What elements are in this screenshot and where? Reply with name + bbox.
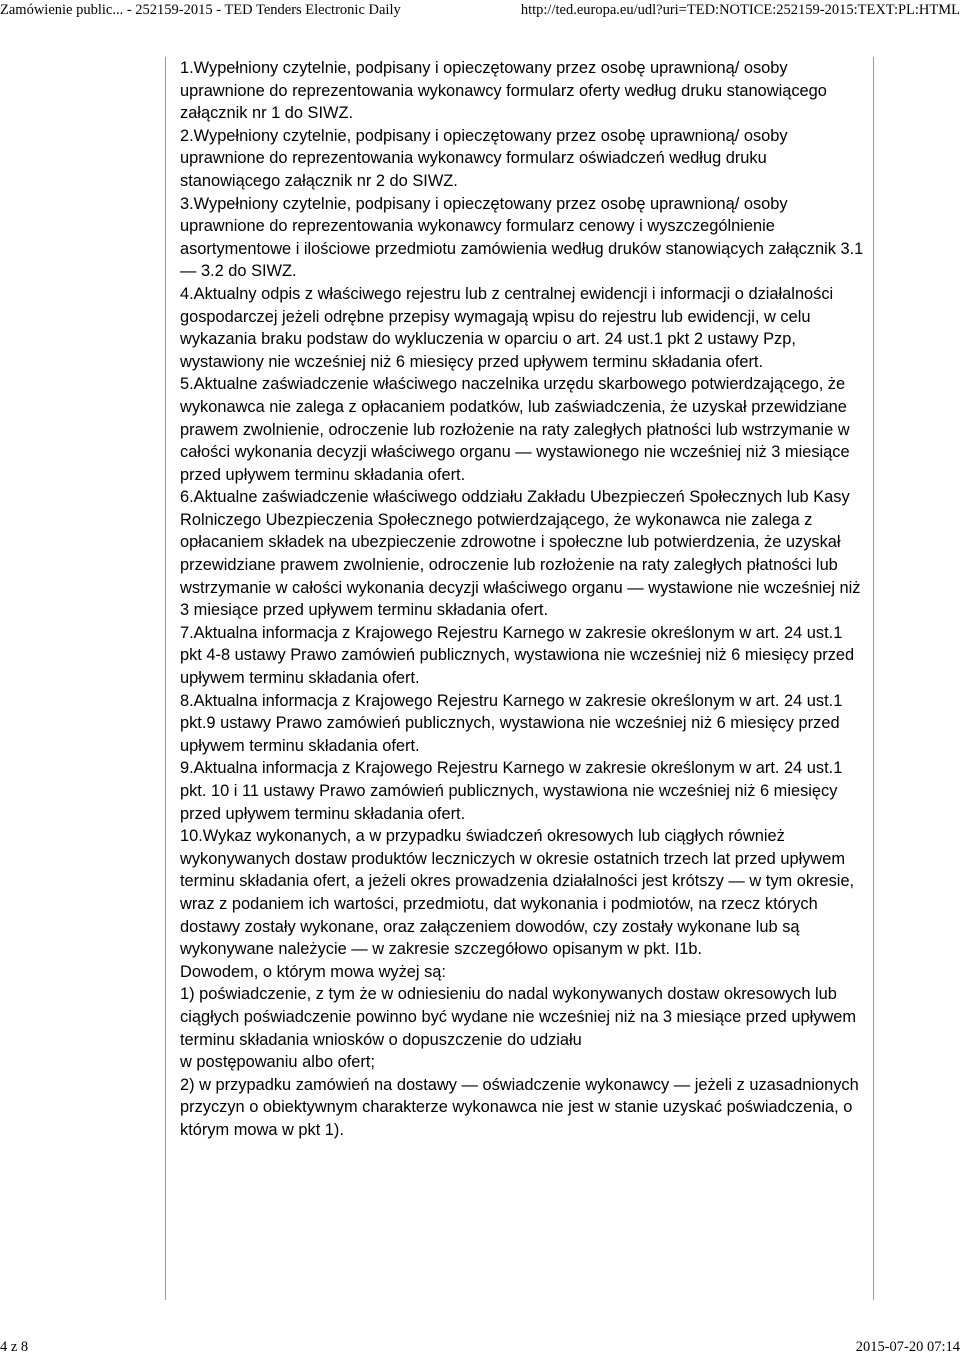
list-item-text: Wypełniony czytelnie, podpisany i opieczętowany przez osobę uprawnioną/ osoby uprawnione do reprezentowania wykonawcy formularz oferty według druku stanowiącego załącznik nr 1 do SIWZ. (180, 59, 827, 123)
list-item-text: Wypełniony czytelnie, podpisany i opieczętowany przez osobę uprawnioną/ osoby uprawnione do reprezentowania wykonawcy formularz cenowy i wyszczególnienie asortymentowe i ilościowe przedmiotu zamówienia według druków stanowiących załącznik 3.1 — 3.2 do SIWZ. (180, 194, 864, 281)
list-item (180, 690, 864, 758)
list-item (180, 757, 864, 825)
list-item-number: 8. (180, 691, 194, 710)
list-item-text: Aktualne zaświadczenie właściwego oddziału Zakładu Ubezpieczeń Społecznych lub Kasy Rolniczego Ubezpieczenia Społecznego potwierdzającego, że wykonawca nie zalega z opłacaniem składek na ubezpieczenie zdrowotne i społeczne lub potwierdzenia, że uzyskał przewidziane prawem zwolnienie, odroczenie lub rozłożenie na raty zaległych płatności lub wstrzymanie w całości wykonania decyzji właściwego organu — wystawione nie wcześniej niż 3 miesiące przed upływem terminu składania ofert. (180, 488, 861, 620)
list-item-text: Aktualna informacja z Krajowego Rejestru Karnego w zakresie określonym w art. 24 ust.1 pkt 4-8 ustawy Prawo zamówień publicznych, wystawiona nie wcześniej niż 6 miesięcy przed upływem terminu składania ofert. (180, 623, 855, 688)
page-title: Zamówienie public... - 252159-2015 - TED Tenders Electronic Daily (0, 2, 401, 18)
list-item (180, 825, 864, 961)
list-item (180, 283, 864, 373)
list-item-text: Wypełniony czytelnie, podpisany i opieczętowany przez osobę uprawnioną/ osoby uprawnione do reprezentowania wykonawcy formularz oświadczeń według druku stanowiącego załącznik nr 2 do SIWZ. (180, 126, 788, 190)
list-item-number: 4. (180, 284, 194, 303)
browser-print-footer (0, 1338, 960, 1357)
list-item (180, 486, 864, 622)
browser-print-header (0, 0, 960, 24)
list-item-text: Wykaz wykonanych, a w przypadku świadczeń okresowych lub ciągłych również wykonywanych dostaw produktów leczniczych w okresie ostatnich trzech lat przed upływem terminu składania ofert, a jeżeli okres prowadzenia działalności jest krótszy — w tym okresie, wraz z podaniem ich wartości, przedmiotu, dat wykonania i podmiotów, na rzecz których dostawy zostały wykonane, oraz załączeniem dowodów, czy zostały wykonane lub są wykonywane należycie — w zakresie szczegółowo opisanym w pkt. I1b. (180, 827, 855, 959)
list-item (180, 622, 864, 690)
list-item-number: 1. (180, 59, 194, 77)
list-item-text: Aktualny odpis z właściwego rejestru lub z centralnej ewidencji i informacji o działalności gospodarczej jeżeli odrębne przepisy wymagają wpisu do rejestru lub ewidencji, w celu wykazania braku podstaw do wykluczenia w oparciu o art. 24 ust.1 pkt 2 ustawy Pzp, wystawiony nie wcześniej niż 6 miesięcy przed upływem terminu składania ofert. (180, 284, 834, 371)
page-url[interactable]: http://ted.europa.eu/udl?uri=TED:NOTICE:252159-2015:TEXT:PL:HTML (520, 2, 960, 18)
page-number: 4 z 8 (0, 1339, 29, 1355)
paragraph: w postępowaniu albo ofert; (180, 1053, 375, 1072)
list-item (180, 193, 864, 283)
list-item-number: 10. (180, 827, 203, 846)
list-item (180, 125, 864, 193)
list-item-number: 2. (180, 126, 194, 145)
right-border-line (873, 57, 874, 1300)
document-body (180, 57, 864, 1142)
print-datetime: 2015-07-20 07:14 (855, 1339, 960, 1355)
list-item (180, 373, 864, 486)
list-item-number: 3. (180, 194, 194, 213)
paragraph: Dowodem, o którym mowa wyżej są: (180, 962, 446, 981)
list-item-number: 7. (180, 623, 194, 642)
list-item-text: Aktualne zaświadczenie właściwego naczelnika urzędu skarbowego potwierdzającego, że wykonawca nie zalega z opłacaniem podatków, lub zaświadczenia, że uzyskał przewidziane prawem zwolnienie, odroczenie lub rozłożenie na raty zaległych płatności lub wstrzymanie w całości wykonania decyzji właściwego organu — wystawionego nie wcześniej niż 3 miesiące przed upływem terminu składania ofert. (180, 375, 850, 484)
list-item-text: Aktualna informacja z Krajowego Rejestru Karnego w zakresie określonym w art. 24 ust.1 pkt.9 ustawy Prawo zamówień publicznych, wystawiona nie wcześniej niż 6 miesięcy przed upływem terminu składania ofert. (180, 691, 843, 755)
paragraph: 1) poświadczenie, z tym że w odniesieniu do nadal wykonywanych dostaw okresowych lub ciągłych poświadczenie powinno być wydane nie wcześniej niż na 3 miesiące przed upływem terminu składania wniosków o dopuszczenie do udziału (180, 985, 857, 1049)
list-item-number: 5. (180, 375, 194, 394)
list-item-number: 9. (180, 759, 194, 778)
left-border-line (165, 57, 166, 1300)
list-item-number: 6. (180, 488, 194, 507)
requirements-list (180, 57, 864, 961)
list-item-text: Aktualna informacja z Krajowego Rejestru Karnego w zakresie określonym w art. 24 ust.1 pkt. 10 i 11 ustawy Prawo zamówień publicznych, wystawiona nie wcześniej niż 6 miesięcy przed upływem terminu składania ofert. (180, 759, 843, 823)
list-item (180, 57, 864, 125)
paragraph: 2) w przypadku zamówień na dostawy — oświadczenie wykonawcy — jeżeli z uzasadnionych przyczyn o obiektywnym charakterze wykonawca nie jest w stanie uzyskać poświadczenia, o którym mowa w pkt 1). (180, 1075, 859, 1139)
